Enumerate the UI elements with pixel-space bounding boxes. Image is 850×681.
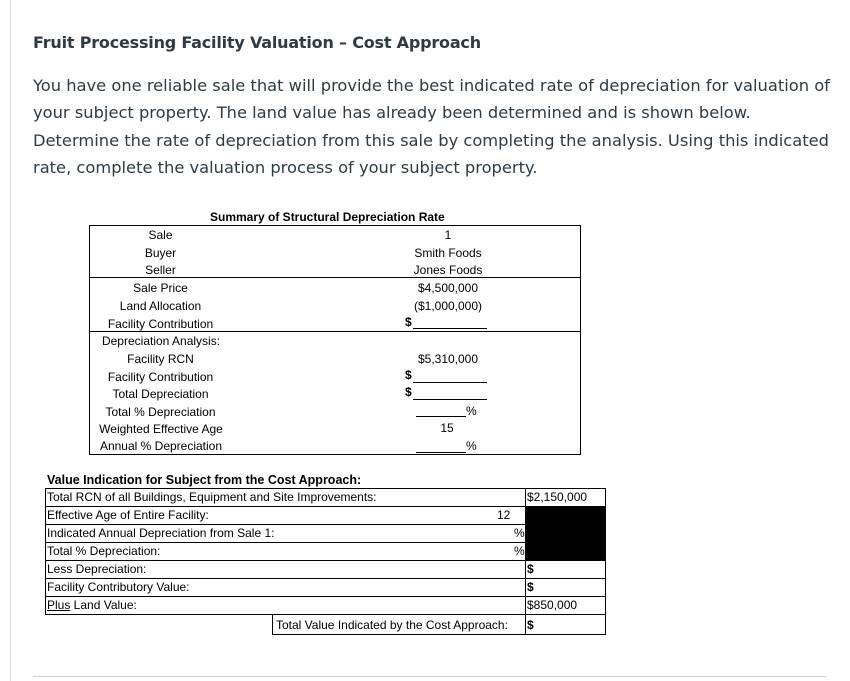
facility-contribution-blank[interactable] — [413, 328, 487, 329]
value-total-rcn: $2,150,000 — [527, 490, 588, 504]
label-facility-rcn: Facility RCN — [127, 352, 194, 366]
value-facility-rcn: $5,310,000 — [417, 352, 479, 366]
facility-contributory-dollar: $ — [527, 580, 534, 594]
subject-line-3 — [45, 542, 606, 543]
facility-contribution-2-blank[interactable] — [413, 382, 487, 383]
land-value-label: Land Value: — [70, 598, 137, 612]
total-pct-symbol: % — [466, 404, 477, 418]
label-seller: Seller — [145, 263, 176, 277]
row-total-rcn: Total RCN of all Buildings, Equipment and Site Improvements: — [47, 490, 377, 504]
label-total-depreciation: Total Depreciation — [112, 387, 209, 401]
row-indicated-annual: Indicated Annual Depreciation from Sale 1: — [47, 526, 275, 540]
total-depreciation-blank[interactable] — [413, 399, 487, 400]
row-total-pct: Total % Depreciation: — [47, 544, 161, 558]
label-facility-contribution: Facility Contribution — [107, 317, 214, 331]
label-facility-contribution-2: Facility Contribution — [107, 370, 214, 384]
summary-title: Summary of Structural Depreciation Rate — [210, 210, 445, 224]
value-land-allocation: ($1,000,000) — [413, 299, 483, 313]
facility-contribution-2-dollar: $ — [405, 368, 412, 382]
value-effective-age: 12 — [497, 508, 511, 522]
summary-divider-2 — [89, 331, 581, 332]
subject-line-top — [45, 488, 606, 489]
annual-pct-symbol: % — [466, 439, 477, 453]
total-depreciation-dollar: $ — [405, 385, 412, 399]
blacked-out-cells — [526, 507, 606, 560]
bottom-divider — [33, 676, 826, 677]
label-weighted-effective-age: Weighted Effective Age — [99, 422, 223, 436]
value-sale: 1 — [444, 228, 452, 242]
row-facility-contributory: Facility Contributory Value: — [47, 580, 190, 594]
subject-title: Value Indication for Subject from the Cost Approach: — [47, 473, 362, 487]
row-land-value — [47, 598, 137, 612]
annual-pct-blank[interactable] — [416, 452, 466, 453]
left-border — [10, 0, 11, 681]
total-pct-blank[interactable] — [416, 416, 466, 417]
subject-line-bottom — [272, 634, 606, 635]
total-value-label: Total Value Indicated by the Cost Approach: — [276, 618, 508, 632]
label-annual-pct-depreciation: Annual % Depreciation — [99, 439, 223, 453]
total-pct-pct: % — [514, 544, 525, 558]
value-buyer: Smith Foods — [414, 246, 482, 260]
label-land-allocation: Land Allocation — [119, 299, 202, 313]
value-weighted-effective-age: 15 — [440, 421, 454, 435]
subject-left-edge — [45, 488, 46, 615]
subject-total-left-edge — [272, 614, 273, 635]
subject-line-4 — [45, 560, 606, 561]
value-sale-price: $4,500,000 — [417, 281, 479, 295]
total-value-dollar: $ — [527, 618, 534, 632]
label-total-pct-depreciation: Total % Depreciation — [105, 405, 216, 419]
value-land: $850,000 — [527, 598, 578, 612]
plus-word: Plus — [47, 598, 71, 612]
row-less-depreciation: Less Depreciation: — [47, 562, 147, 576]
indicated-annual-pct: % — [514, 526, 525, 540]
label-depreciation-analysis: Depreciation Analysis: — [101, 334, 221, 348]
page-title: Fruit Processing Facility Valuation – Cost Approach — [33, 33, 481, 52]
subject-line-1 — [45, 506, 606, 507]
label-sale-price: Sale Price — [133, 281, 188, 295]
subject-line-2 — [45, 524, 606, 525]
subject-line-7 — [45, 614, 606, 615]
row-effective-age: Effective Age of Entire Facility: — [47, 508, 209, 522]
label-buyer: Buyer — [144, 246, 177, 260]
less-depreciation-dollar: $ — [527, 562, 534, 576]
intro-paragraph: You have one reliable sale that will provide the best indicated rate of depreciation for valuation of your subject property. The land value has already been determined and is shown below. Determine the rate of depreciation from this sale by completing the analysis. Using this indicated rate, complete the valuation process of your subject property. — [33, 76, 830, 177]
subject-line-5 — [45, 578, 606, 579]
summary-divider-1 — [89, 277, 581, 278]
label-sale: Sale — [148, 228, 173, 242]
facility-contribution-dollar: $ — [405, 315, 412, 329]
value-seller: Jones Foods — [413, 263, 483, 277]
subject-line-6 — [45, 596, 606, 597]
